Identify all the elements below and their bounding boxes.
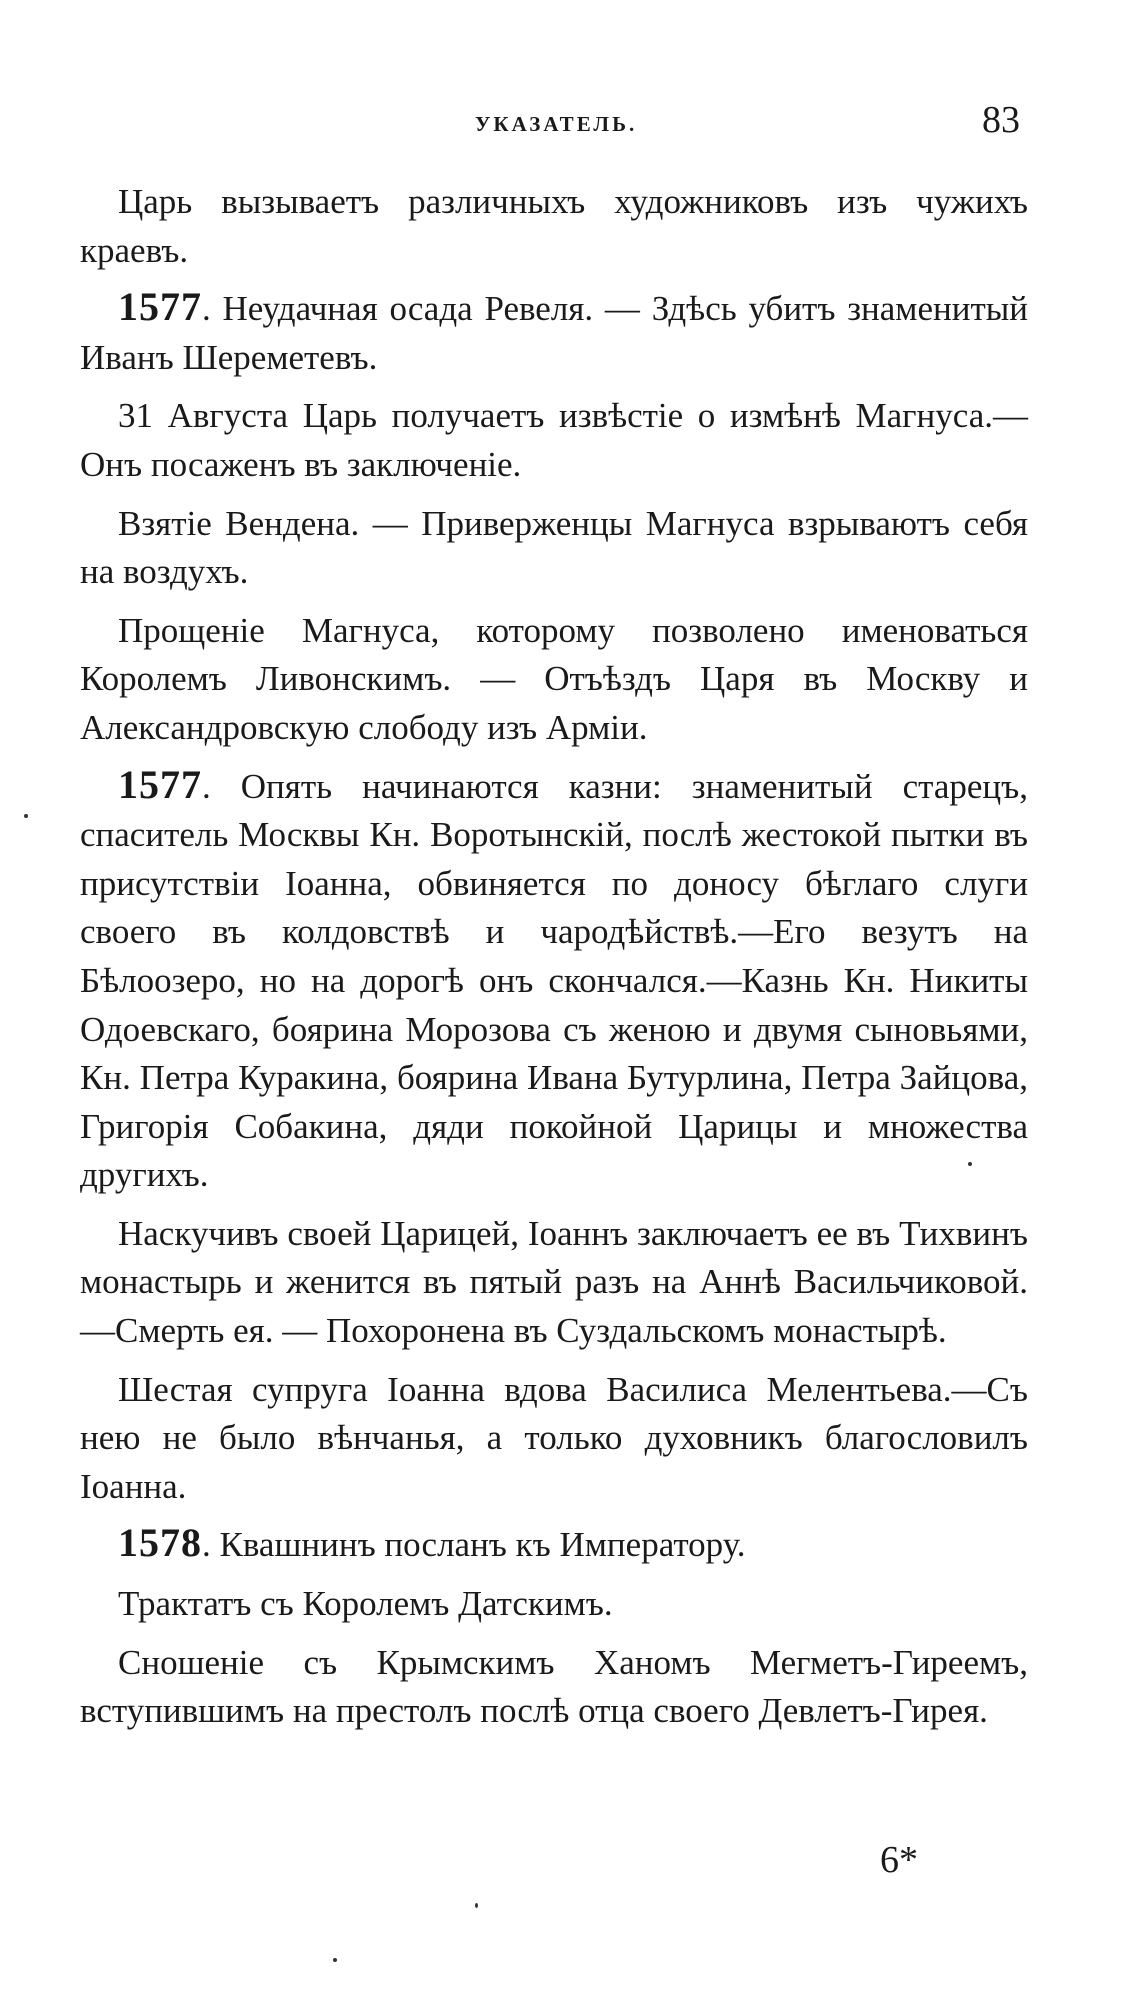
paragraph-text: Трактатъ съ Королемъ Датскимъ.: [118, 1584, 613, 1624]
scan-speck: [333, 1958, 337, 1962]
signature-mark: 6*: [880, 1839, 918, 1881]
paragraph: [80, 498, 1028, 597]
page-number: 83: [982, 99, 1020, 141]
scan-speck: [475, 1903, 478, 1908]
paragraph: [80, 390, 1028, 489]
paragraph: [80, 176, 1028, 275]
paragraph-text: Шестая супруга Іоанна вдова Василиса Мелентьева.—Съ нею не было вѣнчанья, а только духовникъ благословилъ Іоанна.: [80, 1369, 1028, 1506]
paragraph-text: . Опять начинаются казни: знаменитый старецъ, спаситель Москвы Кн. Воротынскій, послѣ жестокой пытки въ присутствіи Іоанна, обвиняется по доносу бѣглаго слуги своего въ колдовствѣ и чародѣйствѣ.—Его везутъ на Бѣлоозеро, но на дорогѣ онъ скончался.—Казнь Кн. Никиты Одоевскаго, боярина Морозова съ женою и двумя сыновьями, Кн. Петра Куракина, боярина Ивана Бутурлина, Петра Зайцова, Григорія Собакина, дяди покойной Царицы и множества другихъ.: [80, 766, 1028, 1195]
paragraph: [80, 1364, 1028, 1512]
paragraph-text: Царь вызываетъ различныхъ художниковъ изъ чужихъ краевъ.: [80, 182, 1028, 270]
paragraph: [80, 1208, 1028, 1356]
paragraph-text: . Квашнинъ посланъ къ Императору.: [202, 1525, 746, 1565]
year-marker: 1578: [118, 1520, 202, 1566]
scan-speck: [24, 814, 28, 818]
page-body: [80, 176, 1028, 1744]
paragraph-text: Наскучивъ своей Царицей, Іоаннъ заключаетъ ее въ Тихвинъ монастырь и женится въ пятый разъ на Аннѣ Васильчиковой.—Смерть ея. — Похоронена въ Суздальскомъ монастырѣ.: [80, 1213, 1028, 1351]
paragraph: [80, 605, 1028, 753]
paragraph-text: Взятіе Вендена. — Приверженцы Магнуса взрываютъ себя на воздухъ.: [80, 503, 1028, 592]
paragraph-text: Сношеніе съ Крымскимъ Ханомъ Мегметъ-Гиреемъ, вступившимъ на престолъ послѣ отца своего Девлетъ-Гирея.: [80, 1642, 1028, 1731]
year-marker: 1577: [118, 761, 202, 807]
scan-speck: [968, 1162, 972, 1166]
paragraph: [80, 283, 1028, 382]
paragraph: [80, 1519, 1028, 1570]
paragraph-text: . Неудачная осада Ревеля. — Здѣсь убитъ знаменитый Иванъ Шереметевъ.: [80, 289, 1028, 377]
year-marker: 1577: [118, 284, 202, 330]
paragraph-text: Прощеніе Магнуса, которому позволено именоваться Королемъ Ливонскимъ. — Отъѣздъ Царя въ Москву и Александровскую слободу изъ Арміи.: [80, 610, 1028, 747]
paragraph: [80, 1637, 1028, 1736]
running-head: УКАЗАТЕЛЬ.: [475, 112, 638, 136]
paragraph: [80, 1578, 1028, 1629]
paragraph: [80, 761, 1028, 1200]
paragraph-text: 31 Августа Царь получаетъ извѣстіе о измѣнѣ Магнуса.—Онъ посаженъ въ заключеніе.: [80, 396, 1028, 484]
